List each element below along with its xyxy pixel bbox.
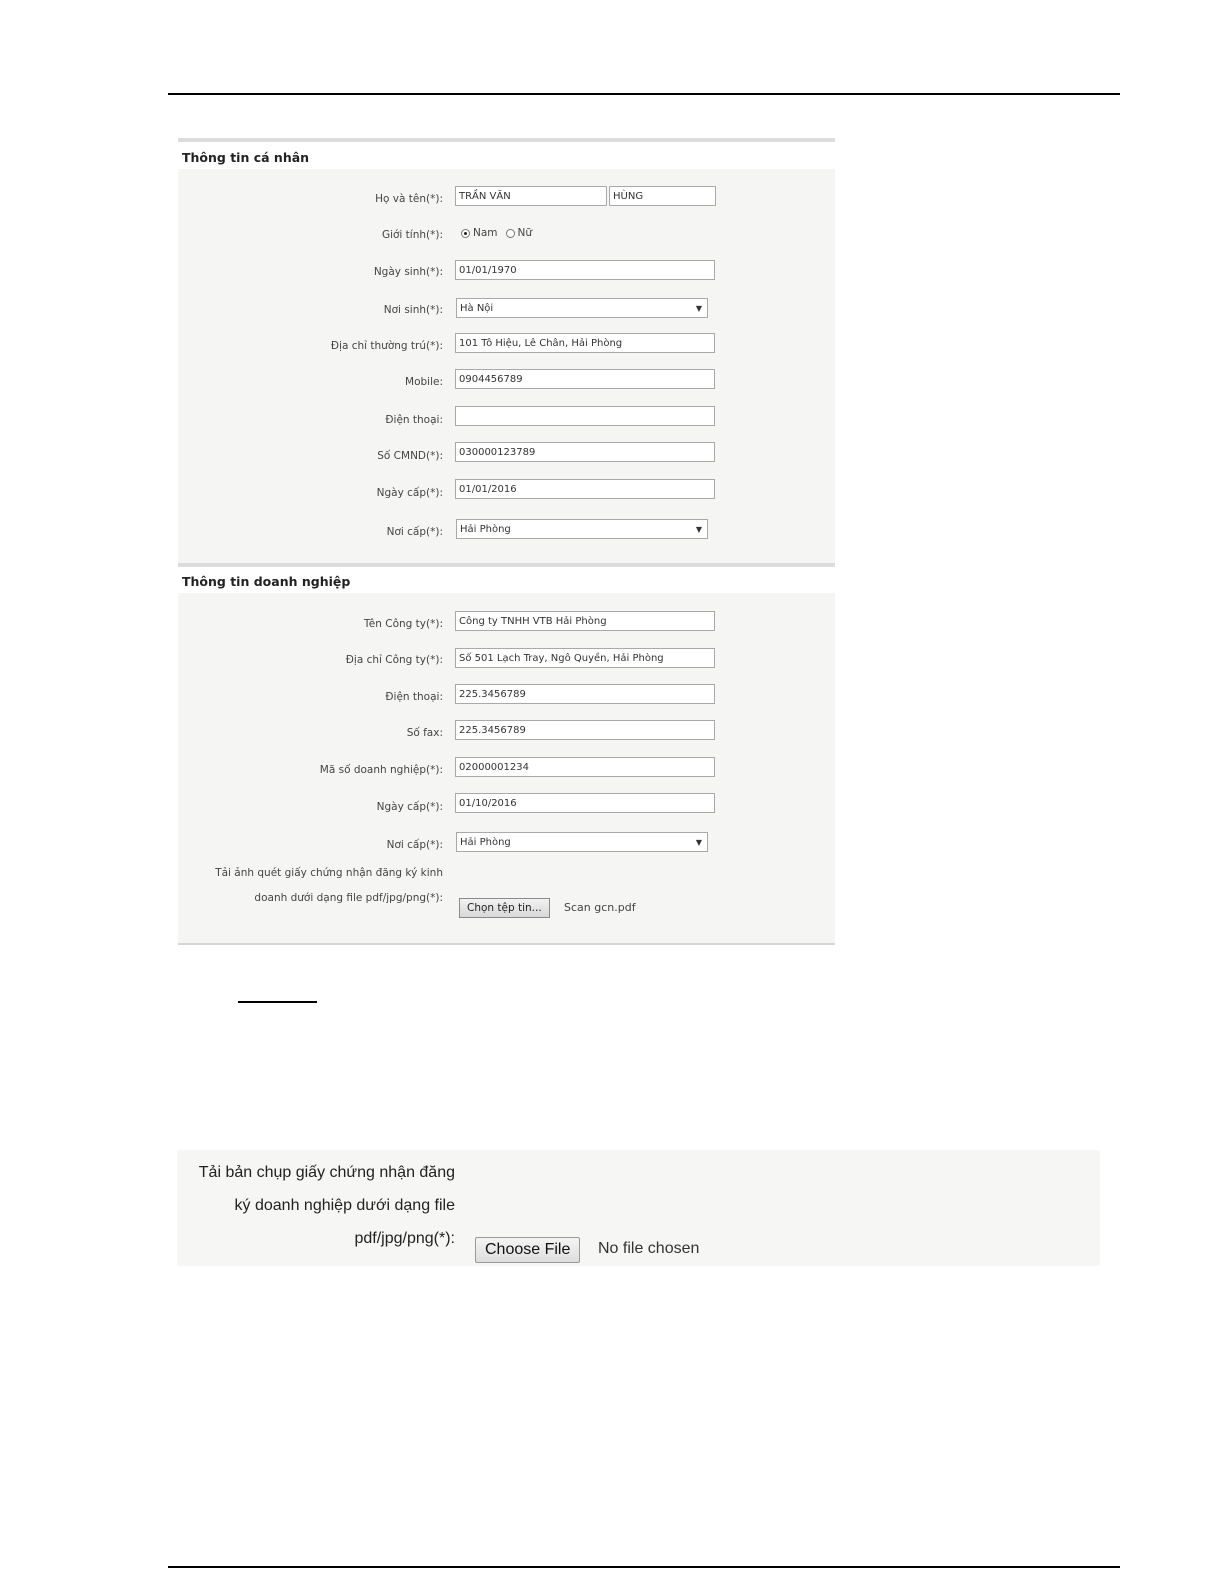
issue-date-label: Ngày cấp(*): xyxy=(376,801,443,813)
phone-input[interactable] xyxy=(455,406,715,426)
section-body-personal xyxy=(178,169,835,563)
id-place-label: Nơi cấp(*): xyxy=(386,526,443,538)
section-body-business xyxy=(178,593,835,943)
page-footer-rule xyxy=(168,1566,1120,1568)
id-date-input[interactable]: 01/01/2016 xyxy=(455,479,715,499)
gender-male-label: Nam xyxy=(473,227,498,239)
gender-female-radio[interactable] xyxy=(506,229,515,238)
issue-place-label: Nơi cấp(*): xyxy=(386,839,443,851)
company-address-input[interactable]: Số 501 Lạch Tray, Ngô Quyền, Hải Phòng xyxy=(455,648,715,668)
company-phone-label: Điện thoại: xyxy=(385,691,443,703)
gender-female-label: Nữ xyxy=(517,227,533,239)
mobile-label: Mobile: xyxy=(405,376,443,388)
dob-label: Ngày sinh(*): xyxy=(373,266,443,278)
address-label: Địa chỉ thường trú(*): xyxy=(330,340,443,352)
company-phone-input[interactable]: 225.3456789 xyxy=(455,684,715,704)
name-label: Họ và tên(*): xyxy=(375,193,443,205)
company-label: Tên Công ty(*): xyxy=(363,618,443,630)
gender-male-radio[interactable] xyxy=(461,229,470,238)
id-place-value: Hải Phòng xyxy=(460,524,511,535)
issue-place-value: Hải Phòng xyxy=(460,837,511,848)
phone-label: Điện thoại: xyxy=(385,414,443,426)
first-name-input[interactable]: HÙNG xyxy=(609,186,716,206)
section-title-personal: Thông tin cá nhân xyxy=(182,150,310,165)
choose-file-button[interactable]: Choose File xyxy=(475,1237,580,1263)
chevron-down-icon: ▼ xyxy=(695,838,702,847)
upload-label-line1: Tải ảnh quét giấy chứng nhận đăng ký kinh xyxy=(215,867,443,879)
upload-label-line1: Tải bản chụp giấy chứng nhận đăng xyxy=(198,1164,455,1181)
company-address-label: Địa chỉ Công ty(*): xyxy=(345,654,443,666)
address-input[interactable]: 101 Tô Hiệu, Lê Chân, Hải Phòng xyxy=(455,333,715,353)
upload-label-line2: doanh dưới dạng file pdf/jpg/png(*): xyxy=(254,892,443,904)
id-number-input[interactable]: 030000123789 xyxy=(455,442,715,462)
id-number-label: Số CMND(*): xyxy=(377,450,443,462)
tax-code-label: Mã số doanh nghiệp(*): xyxy=(319,764,443,776)
form-screenshot xyxy=(178,138,835,948)
underline-mark xyxy=(238,1001,317,1003)
id-place-select[interactable] xyxy=(456,519,708,539)
selected-filename: Scan gcn.pdf xyxy=(564,901,636,914)
section-top-border xyxy=(178,563,835,567)
pob-label: Nơi sinh(*): xyxy=(383,304,443,316)
upload-label-line2: ký doanh nghiệp dưới dạng file xyxy=(234,1197,455,1214)
upload-label-line3: pdf/jpg/png(*): xyxy=(354,1230,455,1247)
choose-file-button[interactable]: Chọn tệp tin... xyxy=(459,898,550,918)
dob-input[interactable]: 01/01/1970 xyxy=(455,260,715,280)
chevron-down-icon: ▼ xyxy=(695,525,702,534)
upload-field-panel xyxy=(177,1150,1100,1266)
section-title-business: Thông tin doanh nghiệp xyxy=(182,574,351,589)
page-header-rule xyxy=(168,93,1120,95)
pob-value: Hà Nội xyxy=(460,303,494,314)
file-status-text: No file chosen xyxy=(598,1240,700,1257)
mobile-input[interactable]: 0904456789 xyxy=(455,369,715,389)
upload-field-label xyxy=(155,1156,455,1255)
issue-place-select[interactable] xyxy=(456,832,708,852)
last-name-input[interactable]: TRẦN VĂN xyxy=(455,186,607,206)
chevron-down-icon: ▼ xyxy=(695,304,702,313)
gender-label: Giới tính(*): xyxy=(381,229,443,241)
fax-input[interactable]: 225.3456789 xyxy=(455,720,715,740)
pob-select[interactable] xyxy=(456,298,708,318)
fax-label: Số fax: xyxy=(406,727,443,739)
gender-radio-group xyxy=(461,227,532,239)
tax-code-input[interactable]: 02000001234 xyxy=(455,757,715,777)
section-top-border xyxy=(178,138,835,142)
section-bottom-border xyxy=(178,943,835,945)
id-date-label: Ngày cấp(*): xyxy=(376,487,443,499)
company-input[interactable]: Công ty TNHH VTB Hải Phòng xyxy=(455,611,715,631)
issue-date-input[interactable]: 01/10/2016 xyxy=(455,793,715,813)
